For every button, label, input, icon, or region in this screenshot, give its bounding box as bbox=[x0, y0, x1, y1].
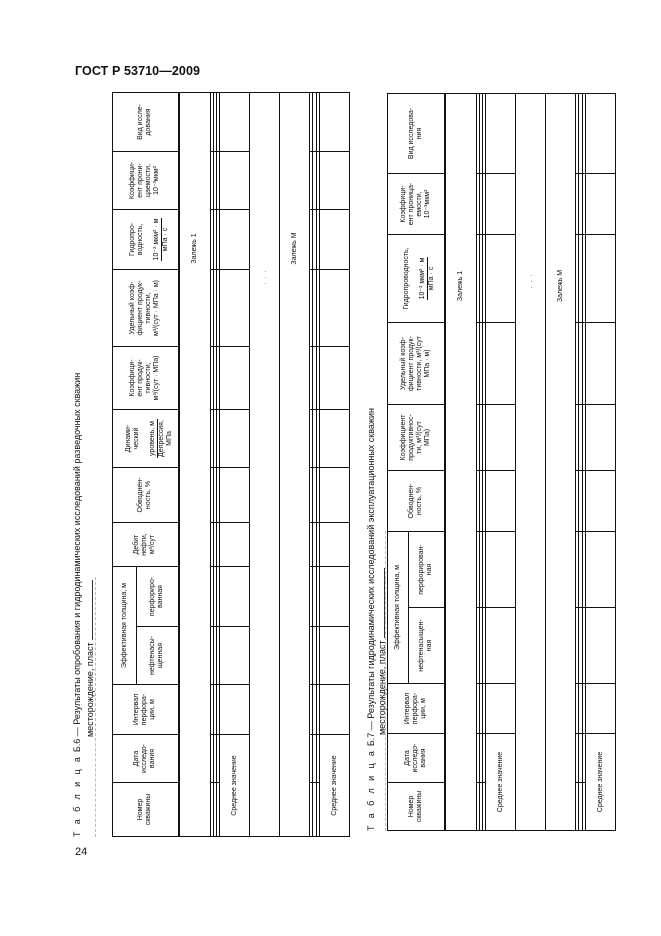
table-row-avg bbox=[220, 93, 250, 837]
table-cell[interactable] bbox=[486, 471, 516, 532]
table2-caption-line1 bbox=[366, 408, 376, 831]
dyn-level-fraction bbox=[149, 419, 174, 458]
col-water-cut: Обводнен- ность, % bbox=[113, 468, 179, 523]
table-cell[interactable] bbox=[220, 152, 250, 210]
table2 bbox=[387, 94, 616, 831]
table-cell[interactable] bbox=[586, 471, 616, 532]
table-cell[interactable] bbox=[486, 684, 516, 734]
conductivity-prefix: Гидропроводность, bbox=[403, 247, 411, 310]
table-cell[interactable] bbox=[586, 174, 616, 235]
col-water-cut: Обводнен- ность, % bbox=[388, 471, 445, 532]
table2-caption-title: — Результаты гидродинамических исследований эксплуатационных скважин bbox=[366, 408, 376, 731]
table1-grid bbox=[112, 92, 350, 837]
col-permeability: Коэффици- ент прони- цаемости, 10⁻³мкм² bbox=[113, 152, 179, 210]
table-cell[interactable] bbox=[220, 270, 250, 347]
table-cell[interactable] bbox=[220, 468, 250, 523]
table1-body bbox=[179, 93, 350, 837]
table-cell[interactable] bbox=[320, 347, 350, 410]
table-cell[interactable] bbox=[586, 405, 616, 471]
col-conductivity bbox=[113, 210, 179, 270]
table-cell[interactable] bbox=[586, 532, 616, 608]
table-cell[interactable] bbox=[320, 152, 350, 210]
col-oil-saturated: нефтенасыщен- ная bbox=[409, 608, 445, 684]
table2-caption-rule bbox=[385, 531, 386, 831]
conductivity-fraction bbox=[153, 218, 170, 262]
deposit-row-label[interactable]: Залежь 1 bbox=[179, 93, 211, 837]
table-cell[interactable] bbox=[586, 323, 616, 405]
dyn-level-numerator: уровень, м bbox=[148, 421, 156, 456]
col-productivity: Коэффициент продуктивнос- ти, м³/(сут МПа) bbox=[388, 405, 445, 471]
table-cell[interactable] bbox=[320, 270, 350, 347]
table-cell[interactable] bbox=[320, 468, 350, 523]
table-cell[interactable] bbox=[586, 608, 616, 684]
table-cell[interactable] bbox=[586, 94, 616, 174]
table2-caption bbox=[366, 94, 388, 831]
table-cell[interactable] bbox=[320, 627, 350, 685]
table-row-zone bbox=[280, 93, 310, 837]
table-cell[interactable] bbox=[320, 567, 350, 627]
table2-caption-number: Б.7 bbox=[366, 732, 376, 747]
col-effective-thickness: Эффективная толщина, м bbox=[113, 567, 137, 685]
table1-caption-rule bbox=[95, 577, 96, 837]
table-cell[interactable] bbox=[220, 567, 250, 627]
table1-caption-line1 bbox=[72, 373, 82, 837]
col-well-number: Номер скважины bbox=[113, 783, 179, 837]
table-cell[interactable] bbox=[586, 235, 616, 323]
table2-body bbox=[445, 94, 616, 831]
table-row-avg bbox=[586, 94, 616, 831]
table-cell[interactable] bbox=[320, 410, 350, 468]
col-study-date: Дата исследо- вания bbox=[113, 735, 179, 783]
table-cell[interactable] bbox=[486, 532, 516, 608]
deposit-row-label[interactable]: Залежь M bbox=[280, 93, 310, 837]
col-oil-saturated: нефтенасы- щенная bbox=[137, 627, 179, 685]
table-row-avg bbox=[486, 94, 516, 831]
conductivity-denominator: мПа · с bbox=[428, 266, 436, 291]
col-oil-rate: Дебит нефти, м³/сут bbox=[113, 523, 179, 567]
col-dynamic-level bbox=[113, 410, 179, 468]
table-row-dots bbox=[516, 94, 546, 831]
table-row-dots bbox=[250, 93, 280, 837]
table-cell[interactable] bbox=[486, 174, 516, 235]
table-cell[interactable] bbox=[320, 93, 350, 152]
table-row-zone bbox=[445, 94, 477, 831]
table-cell[interactable] bbox=[486, 235, 516, 323]
table1-caption bbox=[71, 93, 101, 837]
ellipsis-row[interactable]: . . . bbox=[516, 94, 546, 831]
average-value-label[interactable]: Среднее значение bbox=[586, 734, 616, 831]
deposit-row-label[interactable]: Залежь 1 bbox=[445, 94, 477, 831]
col-conductivity bbox=[388, 235, 445, 323]
col-perforation-interval: Интервал перфора- ции, м bbox=[388, 684, 445, 734]
table-cell[interactable] bbox=[586, 684, 616, 734]
col-perforated: перфориро- ванная bbox=[137, 567, 179, 627]
table-row-zone bbox=[546, 94, 576, 831]
table-cell[interactable] bbox=[320, 685, 350, 735]
table-cell[interactable] bbox=[486, 94, 516, 174]
table-row-avg bbox=[320, 93, 350, 837]
table1-caption-line2 bbox=[84, 580, 95, 737]
conductivity-numerator: 10⁻² мкм² · м bbox=[152, 218, 160, 261]
ellipsis-row[interactable]: . . . bbox=[250, 93, 280, 837]
table1-field-label: месторождение, пласт bbox=[85, 642, 95, 737]
table2-field-label: месторождение, пласт bbox=[377, 640, 387, 735]
col-study-type: Вид исследова- ния bbox=[388, 94, 445, 174]
table-cell[interactable] bbox=[220, 210, 250, 270]
table1-caption-prefix: Т а б л и ц а bbox=[72, 754, 82, 837]
col-study-date: Дата исследо- вания bbox=[388, 734, 445, 783]
table2-caption-prefix: Т а б л и ц а bbox=[366, 748, 376, 831]
col-perforation-interval: Интервал перфора- ции, м bbox=[113, 685, 179, 735]
page-number: 24 bbox=[75, 846, 88, 858]
dyn-level-prefix: Динами- ческий bbox=[124, 424, 140, 453]
table-cell[interactable] bbox=[220, 93, 250, 152]
table-cell[interactable] bbox=[320, 210, 350, 270]
deposit-row-label[interactable]: Залежь M bbox=[546, 94, 576, 831]
table1-caption-title: — Результаты опробования и гидродинамических исследований разведочных скважин bbox=[72, 372, 82, 737]
table-cell[interactable] bbox=[320, 523, 350, 567]
col-effective-thickness: Эффективная толщина, м bbox=[388, 532, 409, 684]
col-productivity: Коэффици- ент продук- тивности, м³/(сут · МПа) bbox=[113, 347, 179, 410]
average-value-label[interactable]: Среднее значение bbox=[320, 735, 350, 837]
table-cell[interactable] bbox=[220, 347, 250, 410]
table2-reservoir-blank[interactable] bbox=[376, 568, 385, 638]
table2-grid bbox=[387, 93, 616, 831]
col-permeability: Коэффици- ент проница- емости, 10⁻³мкм² bbox=[388, 174, 445, 235]
table1-reservoir-blank[interactable] bbox=[84, 580, 93, 640]
table-row-zone bbox=[179, 93, 211, 837]
dyn-level-denominator: Депрессия, МПа bbox=[157, 420, 173, 457]
average-value-label[interactable]: Среднее значение bbox=[220, 735, 250, 837]
conductivity-numerator: 10⁻² мкм² · м bbox=[419, 257, 427, 300]
table1-caption-number: Б.6 bbox=[72, 738, 82, 753]
col-specific-productivity: Удельный коэф- фициент продук- тивности, м³/(сут МПа · м) bbox=[388, 323, 445, 405]
table-cell[interactable] bbox=[220, 685, 250, 735]
col-well-number: Номер скважины bbox=[388, 783, 445, 831]
table-cell[interactable] bbox=[220, 627, 250, 685]
col-perforated: перфорирован- ная bbox=[409, 532, 445, 608]
average-value-label[interactable]: Среднее значение bbox=[486, 734, 516, 831]
conductivity-prefix: Гидропро- водность, bbox=[128, 222, 144, 257]
document-header: ГОСТ Р 53710—2009 bbox=[75, 64, 201, 78]
col-specific-productivity: Удельный коэф- фициент продук- тивности, м³/(сут · МПа · м) bbox=[113, 270, 179, 347]
table-cell[interactable] bbox=[220, 523, 250, 567]
table-cell[interactable] bbox=[486, 323, 516, 405]
conductivity-denominator: мПа · с bbox=[161, 227, 169, 252]
table-cell[interactable] bbox=[486, 405, 516, 471]
table-cell[interactable] bbox=[486, 608, 516, 684]
table-cell[interactable] bbox=[220, 410, 250, 468]
table1 bbox=[112, 93, 350, 837]
col-study-type: Вид иссле- дования bbox=[113, 93, 179, 152]
conductivity-fraction bbox=[419, 257, 436, 301]
